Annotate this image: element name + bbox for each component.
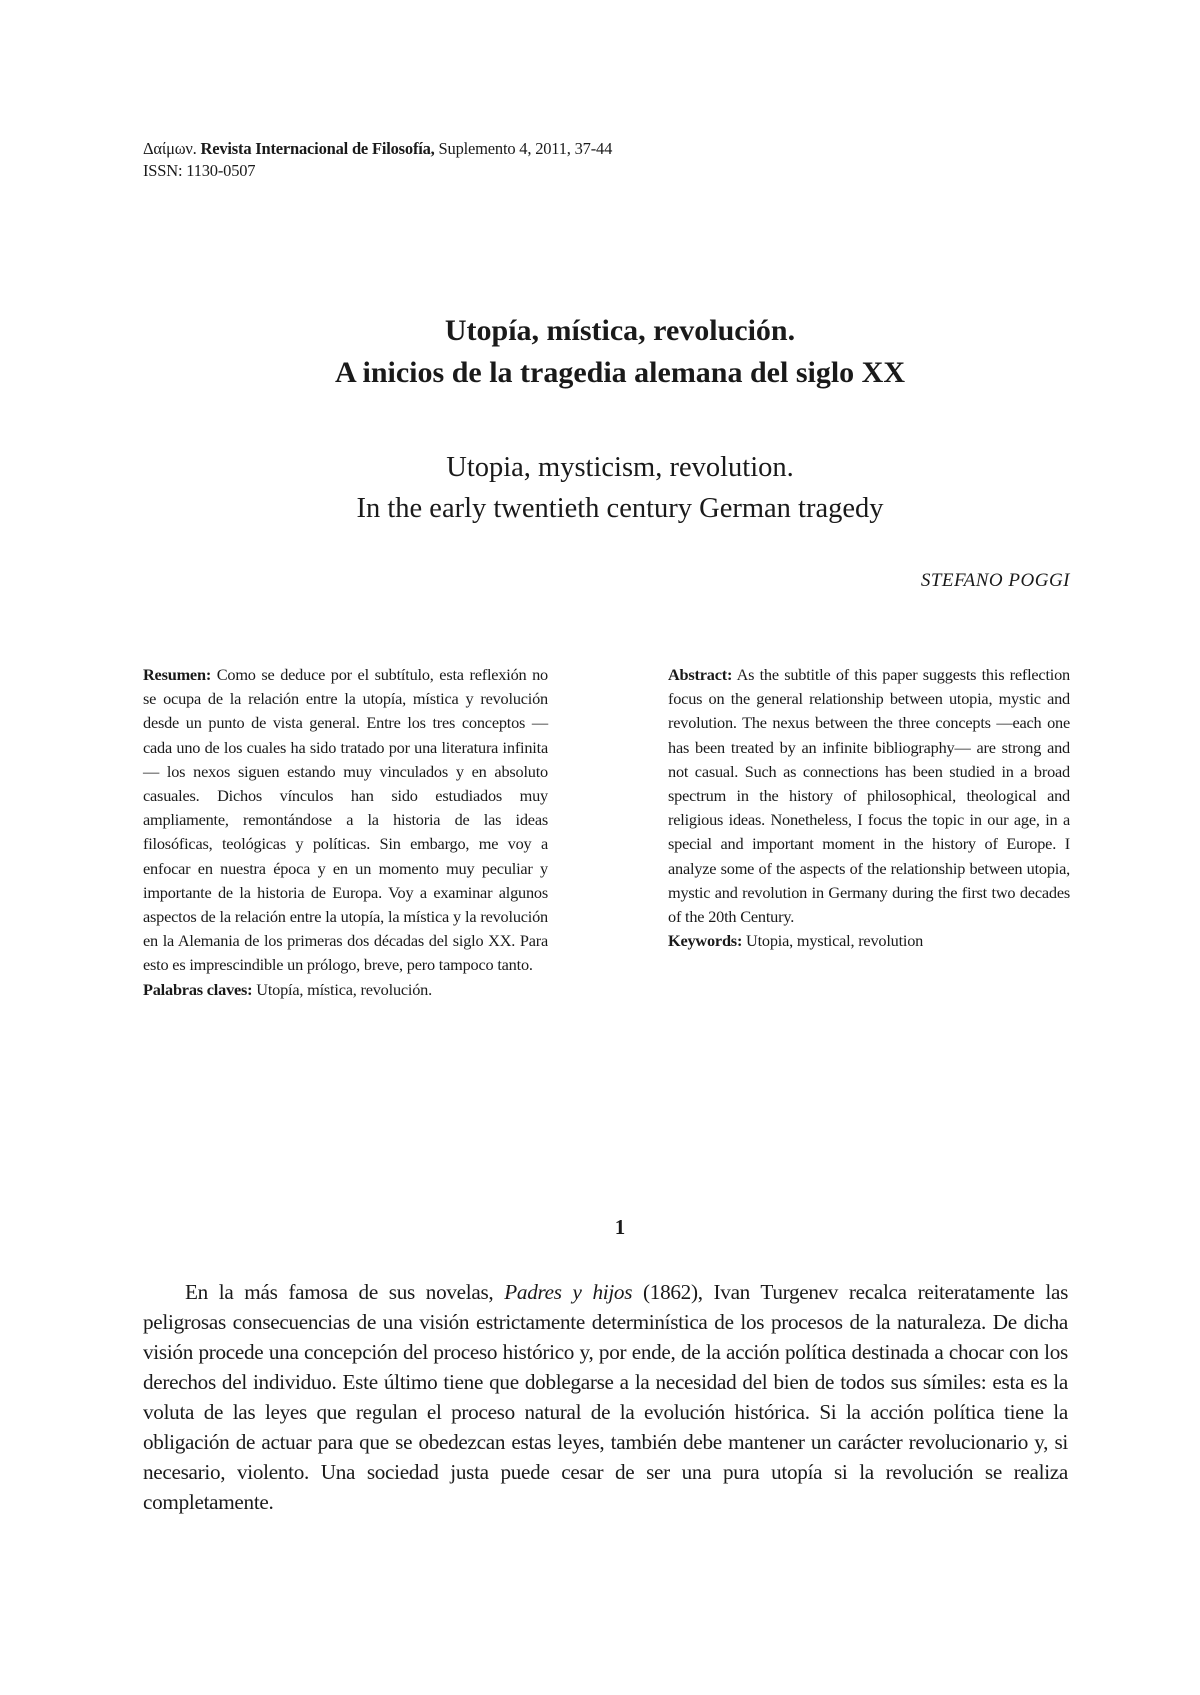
palabras-claves-label: Palabras claves:: [143, 979, 253, 999]
journal-header: [143, 138, 612, 182]
palabras-claves: [143, 978, 548, 1002]
journal-name: Revista Internacional de Filosofía,: [200, 139, 435, 158]
abstract-text: As the subtitle of this paper suggests this reflection focus on the general relationship between utopia, mystic and revolution. The nexus between the three concepts —each one has been treated by an infinite bibliography— are strong and not casual. Such as connections has been studied in a broad spectrum in the history of philosophical, theological and religious ideas. Nonetheless, I focus the topic in our age, in a special and important moment in the history of Europe. I analyze some of the aspects of the relationship between utopia, mystic and revolution in Germany during the first two decades of the 20th Century.: [668, 665, 1070, 927]
title-spanish-line1: Utopía, mística, revolución.: [444, 314, 796, 347]
journal-citation: [143, 138, 612, 160]
journal-greek-name: Δαίμων.: [143, 139, 197, 158]
section-heading-number: 1: [614, 1215, 626, 1239]
abstract-paragraph: [668, 663, 1070, 929]
resumen-paragraph: [143, 663, 548, 978]
body-text: [143, 1277, 1068, 1517]
keywords-label: Keywords:: [668, 931, 743, 951]
novel-title: Padres y hijos: [504, 1280, 633, 1304]
title-english-line2: In the early twentieth century German tragedy: [356, 493, 884, 524]
keywords-text: Utopia, mystical, revolution: [746, 931, 924, 951]
body-paragraph: [143, 1277, 1068, 1517]
body-rest: (1862), Ivan Turgenev recalca reiteratamente las peligrosas consecuencias de una visión estrictamente determinística de los procesos de la naturaleza. De dicha visión procede una concepción del proceso histórico y, por ende, de la acción política destinada a chocar con los derechos del individuo. Este último tiene que doblegarse a la necesidad del bien de todos sus símiles: esta es la voluta de las leyes que regulan el proceso natural de la evolución histórica. Si la acción política tiene la obligación de actuar para que se obedezcan estas leyes, también debe mantener un carácter revolucionario y, si necesario, violento. Una sociedad justa puede cesar de ser una pura utopía si la revolución se realiza completamente.: [143, 1280, 1069, 1514]
title-spanish: [0, 310, 1200, 394]
palabras-claves-text: Utopía, mística, revolución.: [256, 979, 432, 999]
resumen-column: [143, 663, 548, 1002]
abstract-label: Abstract:: [668, 665, 733, 684]
author-name: STEFANO POGGI: [920, 570, 1070, 591]
journal-issue: Suplemento 4, 2011, 37-44: [438, 139, 613, 158]
abstract-column: [668, 663, 1070, 953]
resumen-text: Como se deduce por el subtítulo, esta reflexión no se ocupa de la relación entre la utopía, mística y revolución desde un punto de vista general. Entre los tres conceptos — cada uno de los cuales ha sido tratado por una literatura infinita— los nexos siguen estando muy vinculados y en absoluto casuales. Dichos vínculos han sido estudiados muy ampliamente, remontándose a la historia de las ideas filosóficas, teológicas y políticas. Sin embargo, me voy a enfocar en nuestra época y en un momento muy peculiar y importante de la historia de Europa. Voy a examinar algunos aspectos de la relación entre la utopía, la mística y la revolución en la Alemania de los primeras dos décadas del siglo XX. Para esto es imprescindible un prólogo, breve, pero tampoco tanto.: [143, 665, 548, 975]
body-intro: En la más famosa de sus novelas,: [185, 1280, 494, 1304]
title-english: [0, 447, 1200, 529]
title-spanish-line2: A inicios de la tragedia alemana del siglo XX: [335, 356, 905, 389]
title-english-line1: Utopia, mysticism, revolution.: [446, 452, 794, 483]
resumen-label: Resumen:: [143, 665, 212, 684]
keywords: [668, 929, 1070, 953]
issn: ISSN: 1130-0507: [143, 161, 256, 180]
